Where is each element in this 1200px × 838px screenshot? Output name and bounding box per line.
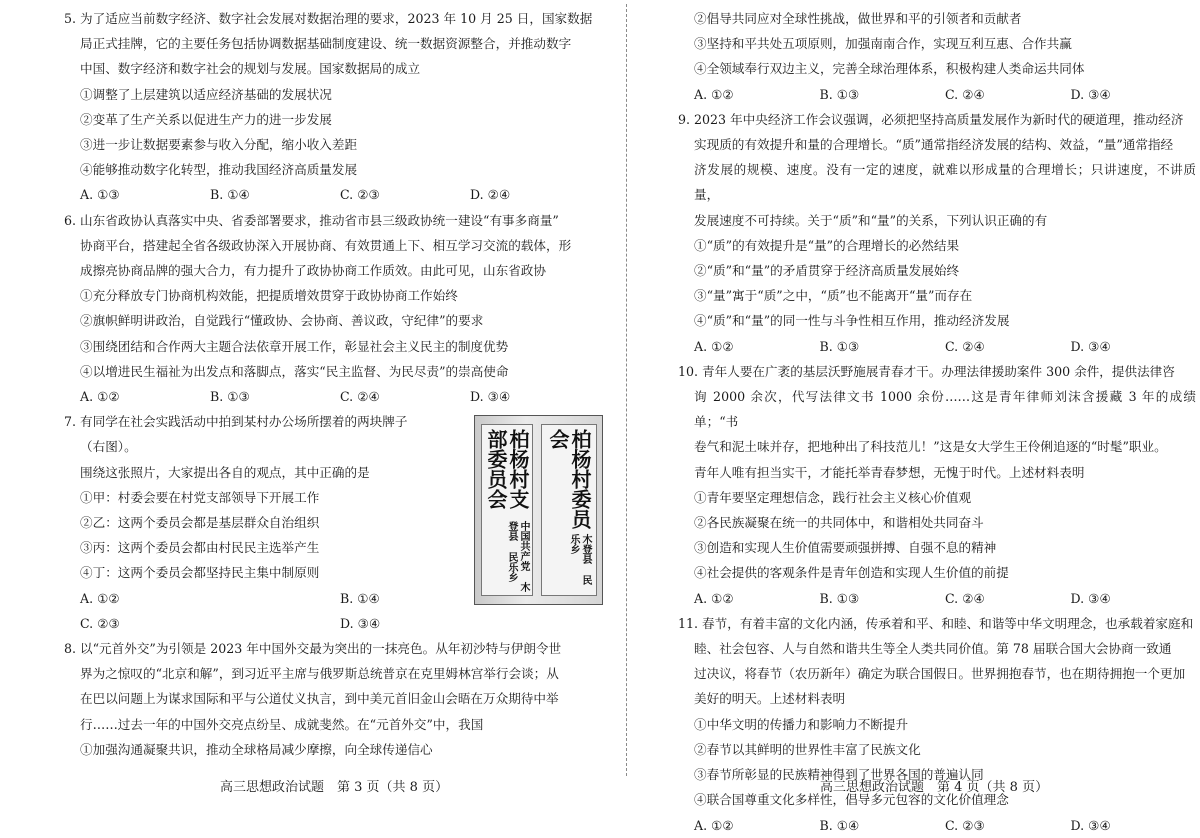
- question-stem-line: 询 2000 余次，代写法律文书 1000 余份……这是青年律师刘沫含援藏 3 年的成绩单；“书: [694, 389, 1196, 430]
- statement-item: ④全领域奉行双边主义，完善全球治理体系，积极构建人类命运共同体: [694, 61, 1085, 77]
- question-stem-line: 界为之惊叹的“北京和解”，到习近平主席与俄罗斯总统普京在克里姆林宫举行会谈；从: [80, 666, 559, 682]
- option-d: D. ③④: [340, 615, 381, 631]
- question-stem-line: 发展速度不可持续。关于“质”和“量”的关系，下列认识正确的有: [694, 212, 1048, 228]
- statement-item: ①中华文明的传播力和影响力不断提升: [694, 716, 909, 732]
- question-stem-line: 中国、数字经济和数字社会的规划与发展。国家数据局的成立: [80, 61, 421, 77]
- question-stem-line: （右图）。: [80, 439, 137, 455]
- answer-options: [678, 813, 1196, 838]
- statement-item: ③春节所彰显的民族精神得到了世界各国的普遍认同: [694, 767, 984, 783]
- option-c: C. ②④: [340, 389, 380, 405]
- statement-item: ②变革了生产关系以促进生产力的进一步发展: [80, 111, 332, 127]
- question-11: [678, 611, 1196, 838]
- option-c: C. ②③: [945, 817, 985, 833]
- plaque-big-text: 柏杨村委员会: [546, 429, 592, 530]
- option-b: B. ①③: [819, 338, 860, 354]
- option-a: A. ①②: [694, 86, 734, 102]
- question-stem-line: 成擦亮协商品牌的强大合力，有力提升了政协协商工作质效。由此可见，山东省政协: [80, 263, 546, 279]
- question-stem-line: 9. 2023 年中央经济工作会议强调，必须把坚持高质量发展作为新时代的硬道理，推动经济: [678, 111, 1184, 127]
- answer-options: [678, 82, 1196, 107]
- question-stem-line: 美好的明天。上述材料表明: [694, 691, 846, 707]
- option-a: A. ①②: [694, 338, 734, 354]
- statement-item: ②乙：这两个委员会都是基层群众自治组织: [80, 515, 320, 531]
- question-stem-line: 济发展的规模、速度。没有一定的速度，就难以形成量的合理增长；只讲速度，不讲质量，: [694, 162, 1196, 203]
- option-a: A. ①②: [694, 817, 734, 833]
- option-d: D. ③④: [1070, 817, 1111, 833]
- option-b: B. ①③: [819, 86, 860, 102]
- statement-item: ②“质”和“量”的矛盾贯穿于经济高质量发展始终: [694, 263, 960, 279]
- party-branch-plaque: [481, 424, 533, 596]
- option-c: C. ②④: [945, 590, 985, 606]
- statement-item: ①“质”的有效提升是“量”的合理增长的必然结果: [694, 237, 960, 253]
- statement-item: ②旗帜鲜明讲政治，自觉践行“懂政协、会协商、善议政，守纪律”的要求: [80, 313, 484, 329]
- option-d: D. ③④: [1070, 590, 1111, 606]
- plaques-photo: [474, 415, 603, 605]
- option-b: B. ①④: [340, 590, 380, 606]
- option-c: C. ②③: [80, 615, 120, 631]
- statement-item: ④社会提供的客观条件是青年创造和实现人生价值的前提: [694, 565, 1009, 581]
- option-a: A. ①②: [694, 590, 734, 606]
- statement-item: ③坚持和平共处五项原则，加强南南合作，实现互利互惠、合作共赢: [694, 36, 1072, 52]
- question-stem-line: 8. 以“元首外交”为引领是 2023 年中国外交最为突出的一抹亮色。从年初沙特与伊朗令世: [64, 641, 562, 657]
- option-c: C. ②④: [945, 338, 985, 354]
- plaque-small-text: 木登县 民乐乡: [568, 534, 591, 586]
- statement-item: ④“质”和“量”的同一性与斗争性相互作用，推动经济发展: [694, 313, 1010, 329]
- question-stem-line: 局正式挂牌，它的主要任务包括协调数据基础制度建设、统一数据资源整合，并推动数字: [80, 36, 572, 52]
- question-stem-line: 11. 春节，有着丰富的文化内涵，传承着和平、和睦、和谐等中华文明理念，也承载着家庭和: [678, 615, 1194, 631]
- statement-item: ②倡导共同应对全球性挑战，做世界和平的引领者和贡献者: [694, 11, 1022, 26]
- option-d: D. ③④: [470, 389, 511, 405]
- village-committee-plaque: [541, 424, 597, 596]
- question-stem-line: 协商平台，搭建起全省各级政协深入开展协商、有效贯通上下、相互学习交流的载体，形: [80, 237, 572, 253]
- question-stem-line: 过决议，将春节（农历新年）确定为联合国假日。世界拥抱春节，也在期待拥抱一个更加: [694, 666, 1186, 682]
- question-stem-line: 在巴以问题上为谋求国际和平与公道仗义执言，到中美元首旧金山会晤在万众期待中举: [80, 691, 559, 707]
- option-c: C. ②④: [945, 86, 985, 102]
- answer-options: [64, 384, 612, 409]
- question-stem-line: 5. 为了适应当前数字经济、数字社会发展对数据治理的要求，2023 年 10 月 25 日，国家数据: [64, 11, 593, 26]
- statement-item: ①甲：村委会要在村党支部领导下开展工作: [80, 489, 320, 505]
- answer-options: [678, 334, 1196, 359]
- statement-item: ④丁：这两个委员会都坚持民主集中制原则: [80, 565, 320, 581]
- statement-item: ③“量”寓于“质”之中，“质”也不能离开“量”而存在: [694, 288, 973, 304]
- question-8: [64, 636, 612, 762]
- statement-item: ④能够推动数字化转型，推动我国经济高质量发展: [80, 162, 358, 178]
- answer-options: [64, 182, 612, 207]
- statement-item: ③丙：这两个委员会都由村民民主选举产生: [80, 540, 320, 556]
- option-a: A. ①③: [80, 187, 120, 203]
- option-c: C. ②③: [340, 187, 380, 203]
- statement-item: ①加强沟通凝聚共识，推动全球格局减少摩擦，向全球传递信心: [80, 741, 433, 757]
- statement-item: ②各民族凝聚在统一的共同体中，和谐相处共同奋斗: [694, 515, 984, 531]
- question-9: [678, 107, 1196, 359]
- statement-item: ③围绕团结和合作两大主题合法依章开展工作，彰显社会主义民主的制度优势: [80, 338, 509, 354]
- statement-item: ②春节以其鲜明的世界性丰富了民族文化: [694, 741, 921, 757]
- page-footer-right: 高三思想政治试题 第 4 页（共 8 页）: [820, 780, 1049, 795]
- question-8-continued: [678, 6, 1196, 107]
- question-7: [64, 409, 612, 636]
- question-stem-line: 卷气和泥土味并存，把地种出了科技范儿！”这是女大学生王伶俐追逐的“时髦”职业。: [694, 439, 1167, 455]
- question-stem-line: 10. 青年人要在广袤的基层沃野施展青春才干。办理法律援助案件 300 余件，提供法律咨: [678, 363, 1175, 379]
- option-b: B. ①④: [819, 817, 860, 833]
- plaque-big-text: 柏杨村支部委员会: [484, 429, 530, 510]
- option-a: A. ①②: [80, 590, 120, 606]
- right-column: [678, 6, 1196, 838]
- plaque-small-text: 中国共产党 木登县 民乐乡: [506, 521, 529, 593]
- statement-item: ①调整了上层建筑以适应经济基础的发展状况: [80, 86, 332, 102]
- option-b: B. ①③: [210, 389, 250, 405]
- statement-item: ①青年要坚定理想信念，践行社会主义核心价值观: [694, 489, 972, 505]
- statement-item: ④以增进民生福祉为出发点和落脚点，落实“民主监督、为民尽责”的崇高使命: [80, 363, 509, 379]
- question-stem-line: 行……过去一年的中国外交亮点纷呈、成就斐然。在“元首外交”中，我国: [80, 716, 484, 732]
- question-stem-line: 7. 有同学在社会实践活动中拍到某村办公场所摆着的两块牌子: [64, 414, 408, 430]
- statement-item: ③进一步让数据要素参与收入分配，缩小收入差距: [80, 137, 358, 153]
- option-d: D. ③④: [1070, 86, 1111, 102]
- question-stem-line: 青年人唯有担当实干，才能托举青春梦想，无愧于时代。上述材料表明: [694, 464, 1085, 480]
- option-a: A. ①②: [80, 389, 120, 405]
- question-5: [64, 6, 612, 208]
- option-b: B. ①③: [819, 590, 860, 606]
- question-stem-line: 6. 山东省政协认真落实中央、省委部署要求，推动省市县三级政协统一建设“有事多商量”: [64, 212, 559, 228]
- left-column: [64, 6, 612, 762]
- answer-options: [64, 611, 612, 636]
- page-footer-left: 高三思想政治试题 第 3 页（共 8 页）: [220, 780, 449, 795]
- question-stem-line: 实现质的有效提升和量的合理增长。“质”通常指经济发展的结构、效益，“量”通常指经: [694, 137, 1174, 153]
- option-d: D. ③④: [1070, 338, 1111, 354]
- statement-item: ①充分释放专门协商机构效能，把提质增效贯穿于政协协商工作始终: [80, 288, 458, 304]
- statement-item: ④联合国尊重文化多样性，倡导多元包容的文化价值理念: [694, 792, 1009, 808]
- question-stem-line: 睦、社会包容、人与自然和谐共生等全人类共同价值。第 78 届联合国大会协商一致通: [694, 641, 1172, 657]
- statement-item: ③创造和实现人生价值需要顽强拼搏、自强不息的精神: [694, 540, 997, 556]
- column-divider: [626, 4, 627, 776]
- question-stem-line: 围绕这张照片，大家提出各自的观点，其中正确的是: [80, 464, 370, 480]
- question-10: [678, 359, 1196, 611]
- question-6: [64, 208, 612, 410]
- answer-options: [678, 586, 1196, 611]
- option-b: B. ①④: [210, 187, 250, 203]
- option-d: D. ②④: [470, 187, 511, 203]
